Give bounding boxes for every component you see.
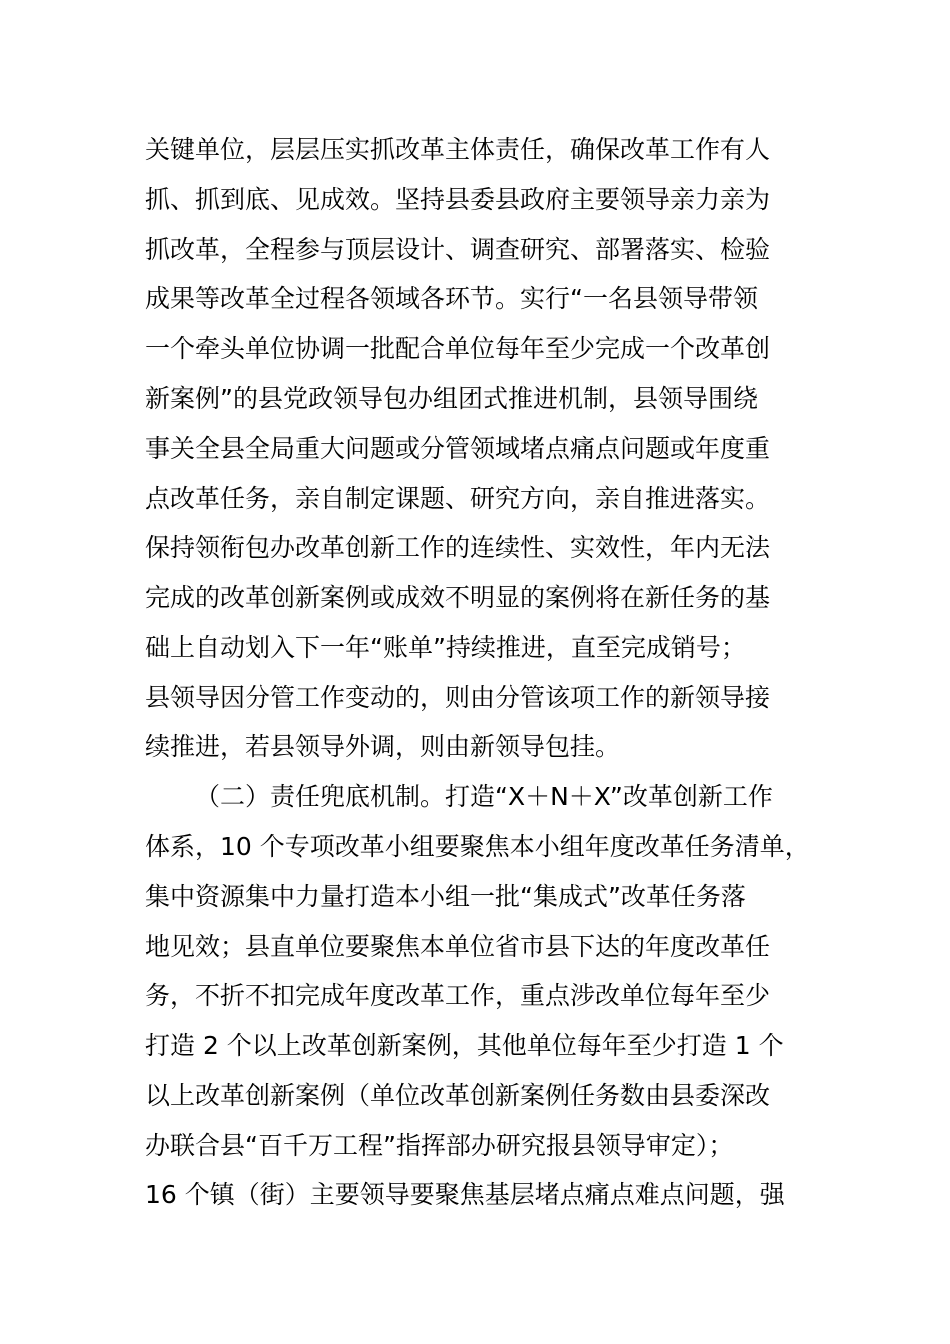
paragraph-line: 县领导因分管工作变动的，则由分管该项工作的新领导接 [145, 683, 771, 712]
section-heading-line: （二）责任兜底机制。打造“X＋N＋X”改革创新工作 [195, 782, 773, 811]
paragraph-line: 续推进，若县领导外调，则由新领导包挂。 [145, 732, 621, 761]
paragraph-line: 抓改革，全程参与顶层设计、调查研究、部署落实、检验 [145, 235, 771, 264]
paragraph-line: 16 个镇（街）主要领导要聚焦基层堵点痛点难点问题，强 [145, 1180, 785, 1209]
paragraph-line: 集中资源集中力量打造本小组一批“集成式”改革任务落 [145, 882, 746, 911]
paragraph-line: 点改革任务，亲自制定课题、研究方向，亲自推进落实。 [145, 484, 771, 513]
paragraph-line: 地见效；县直单位要聚焦本单位省市县下达的年度改革任 [145, 932, 771, 961]
paragraph-line: 打造 2 个以上改革创新案例，其他单位每年至少打造 1 个 [145, 1031, 784, 1060]
paragraph-line: 保持领衔包办改革创新工作的连续性、实效性，年内无法 [145, 533, 771, 562]
paragraph-line: 抓、抓到底、见成效。坚持县委县政府主要领导亲力亲为 [145, 185, 771, 214]
paragraph-line: 关键单位，层层压实抓改革主体责任，确保改革工作有人 [145, 135, 771, 164]
paragraph-line: 础上自动划入下一年“账单”持续推进，直至完成销号； [145, 633, 746, 662]
paragraph-line: 体系，10 个专项改革小组要聚焦本小组年度改革任务清单， [145, 832, 810, 861]
paragraph-line: 成果等改革全过程各领域各环节。实行“一名县领导带领 [145, 284, 758, 313]
paragraph-line: 以上改革创新案例（单位改革创新案例任务数由县委深改 [145, 1081, 771, 1110]
paragraph-line: 新案例”的县党政领导包办组团式推进机制，县领导围绕 [145, 384, 758, 413]
paragraph-line: 办联合县“百千万工程”指挥部办研究报县领导审定）； [145, 1131, 734, 1160]
paragraph-line: 务，不折不扣完成年度改革工作，重点涉改单位每年至少 [145, 981, 771, 1010]
paragraph-line: 一个牵头单位协调一批配合单位每年至少完成一个改革创 [145, 334, 771, 363]
paragraph-line: 事关全县全局重大问题或分管领域堵点痛点问题或年度重 [145, 434, 771, 463]
paragraph-line: 完成的改革创新案例或成效不明显的案例将在新任务的基 [145, 583, 771, 612]
